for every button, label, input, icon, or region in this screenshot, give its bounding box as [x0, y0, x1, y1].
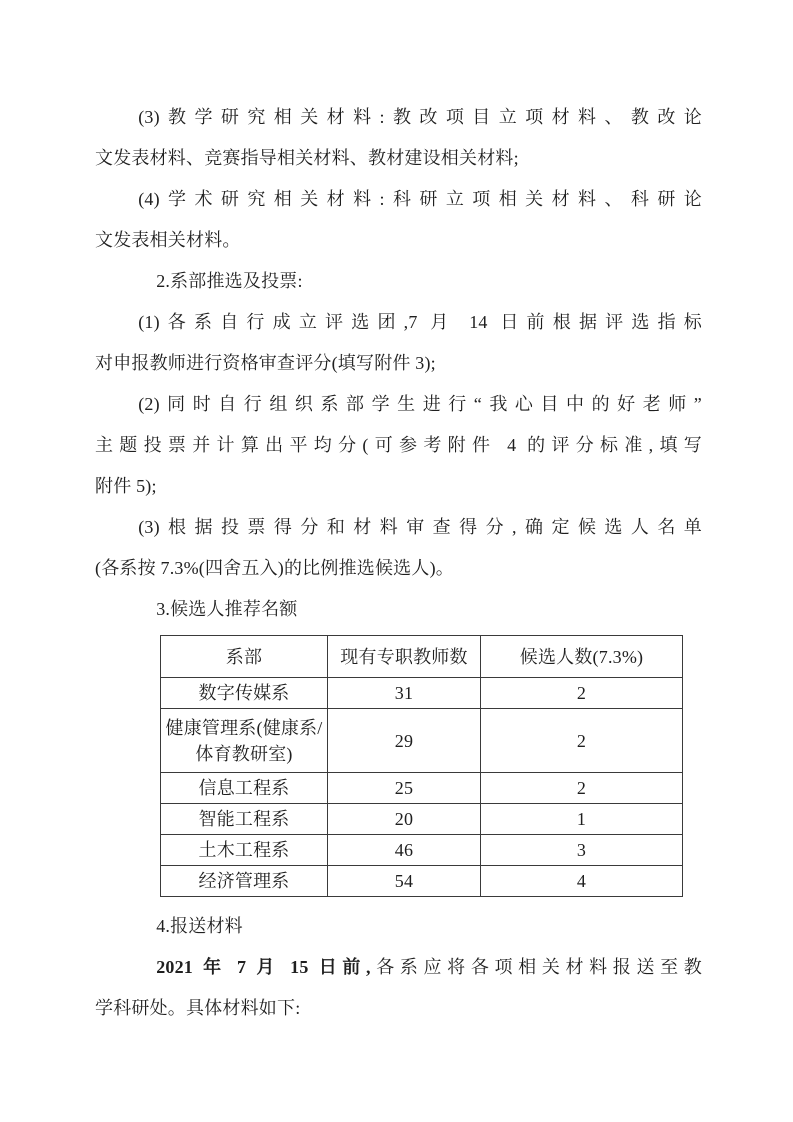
paragraph-line: 主题投票并计算出平均分(可参考附件 4 的评分标准,填写 [95, 435, 702, 455]
cell-candidates: 1 [481, 804, 683, 835]
dept-name: 土木工程系 [198, 840, 290, 860]
dept-name: 经济管理系 [198, 871, 290, 891]
table-row [161, 773, 683, 804]
paragraph-line: (3)根据投票得分和材料审查得分,确定候选人名单 [138, 517, 702, 537]
paragraph-line: (3)教学研究相关材料:教改项目立项材料、教改论 [138, 107, 702, 127]
section-heading-3: 3.候选人推荐名额 [156, 599, 298, 619]
cell-teachers: 29 [328, 709, 481, 773]
table-row [161, 835, 683, 866]
cell-dept [161, 866, 328, 897]
paragraph-line: 附件 5); [95, 476, 157, 496]
dept-name: 信息工程系 [198, 778, 290, 798]
cell-candidates: 2 [481, 678, 683, 709]
deadline-rest-text: 各系应将各项相关材料报送至教 [370, 957, 702, 977]
paragraph-line: 文发表相关材料。 [95, 230, 241, 250]
paragraph-line: (各系按 7.3%(四舍五入)的比例推选候选人)。 [95, 558, 454, 578]
deadline-bold-text: 2021 年 7 月 15 日前, [156, 957, 371, 977]
cell-candidates: 3 [481, 835, 683, 866]
cell-teachers: 25 [328, 773, 481, 804]
paragraph-line: (1)各系自行成立评选团,7 月 14 日前根据评选指标 [138, 312, 702, 332]
section-heading-2: 2.系部推选及投票: [156, 271, 303, 291]
table-row [161, 678, 683, 709]
table-row [161, 804, 683, 835]
candidate-quota-table [160, 635, 683, 897]
cell-dept [161, 804, 328, 835]
paragraph-line: 学科研处。具体材料如下: [95, 998, 301, 1018]
dept-name-line1: 健康管理系(健康系/ [165, 717, 323, 738]
dept-name: 数字传媒系 [198, 683, 290, 703]
col-header-dept: 系部 [161, 636, 328, 678]
table-header-row [161, 636, 683, 678]
cell-candidates: 2 [481, 773, 683, 804]
paragraph-line: (4)学术研究相关材料:科研立项相关材料、科研论 [138, 189, 702, 209]
cell-teachers: 31 [328, 678, 481, 709]
cell-teachers: 20 [328, 804, 481, 835]
cell-dept [161, 709, 328, 773]
col-header-candidates: 候选人数(7.3%) [481, 636, 683, 678]
section-heading-4: 4.报送材料 [156, 916, 243, 936]
cell-teachers: 46 [328, 835, 481, 866]
cell-dept [161, 678, 328, 709]
cell-teachers: 54 [328, 866, 481, 897]
table-row [161, 866, 683, 897]
paragraph-line: (2)同时自行组织系部学生进行“我心目中的好老师” [138, 394, 702, 414]
cell-dept [161, 773, 328, 804]
cell-candidates: 4 [481, 866, 683, 897]
dept-name-line2: 体育教研室) [195, 743, 293, 764]
dept-name: 智能工程系 [198, 809, 290, 829]
paragraph-line-deadline [95, 947, 702, 988]
col-header-teachers: 现有专职教师数 [328, 636, 481, 678]
paragraph-line: 对申报教师进行资格审查评分(填写附件 3); [95, 353, 436, 373]
table-row [161, 709, 683, 773]
cell-candidates: 2 [481, 709, 683, 773]
cell-dept [161, 835, 328, 866]
paragraph-line: 文发表材料、竞赛指导相关材料、教材建设相关材料; [95, 148, 519, 168]
